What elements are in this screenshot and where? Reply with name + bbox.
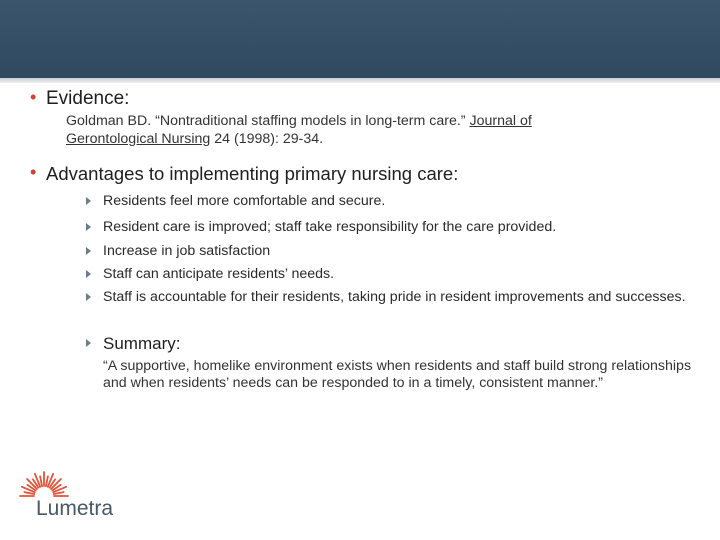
- header-divider: [0, 78, 720, 83]
- arrow-bullet-icon: [86, 197, 91, 205]
- advantages-list: [86, 193, 686, 306]
- citation-suffix: 24 (1998): 29-34.: [210, 131, 324, 147]
- list-item: [86, 243, 686, 260]
- logo-ray: [46, 476, 48, 486]
- summary-heading-row: [86, 334, 180, 354]
- logo-wordmark: Lumetra: [36, 497, 114, 520]
- list-item-text: Residents feel more comfortable and secure.: [103, 193, 386, 209]
- evidence-bullet: [30, 87, 130, 110]
- summary-heading: Summary:: [103, 334, 181, 353]
- journal-title: Journal of Gerontological Nursing: [66, 113, 532, 147]
- summary-quote: “A supportive, homelike environment exists when residents and staff build strong relationships and when residents’ needs can be responded to in a timely, consistent manner.”: [103, 358, 692, 391]
- arrow-bullet-icon: [86, 339, 91, 347]
- bullet-dot-icon: •: [30, 162, 37, 182]
- bullet-dot-icon: •: [30, 87, 37, 107]
- list-item-text: Staff can anticipate residents’ needs.: [103, 266, 335, 282]
- arrow-bullet-icon: [86, 223, 91, 231]
- list-item-text: Resident care is improved; staff take responsibility for the care provided.: [103, 219, 557, 235]
- logo-ray: [40, 476, 42, 486]
- list-item-text: Staff is accountable for their residents, taking pride in resident improvements and successes.: [103, 289, 686, 305]
- advantages-bullet: [30, 162, 459, 185]
- list-item: [86, 193, 686, 210]
- arrow-bullet-icon: [86, 293, 91, 301]
- citation-prefix: Goldman BD. “Nontraditional staffing models in long-term care.”: [66, 113, 470, 129]
- header-band: [0, 0, 720, 78]
- arrow-bullet-icon: [86, 270, 91, 278]
- list-item: [86, 219, 686, 236]
- list-item-text: Increase in job satisfaction: [103, 243, 271, 259]
- evidence-heading: Evidence:: [46, 88, 130, 109]
- advantages-heading: Advantages to implementing primary nursing care:: [46, 163, 459, 184]
- list-item: [86, 289, 686, 306]
- list-item: [86, 266, 686, 283]
- evidence-citation: [66, 112, 626, 148]
- logo-ray: [24, 492, 34, 494]
- arrow-bullet-icon: [86, 247, 91, 255]
- logo-ray: [54, 492, 64, 494]
